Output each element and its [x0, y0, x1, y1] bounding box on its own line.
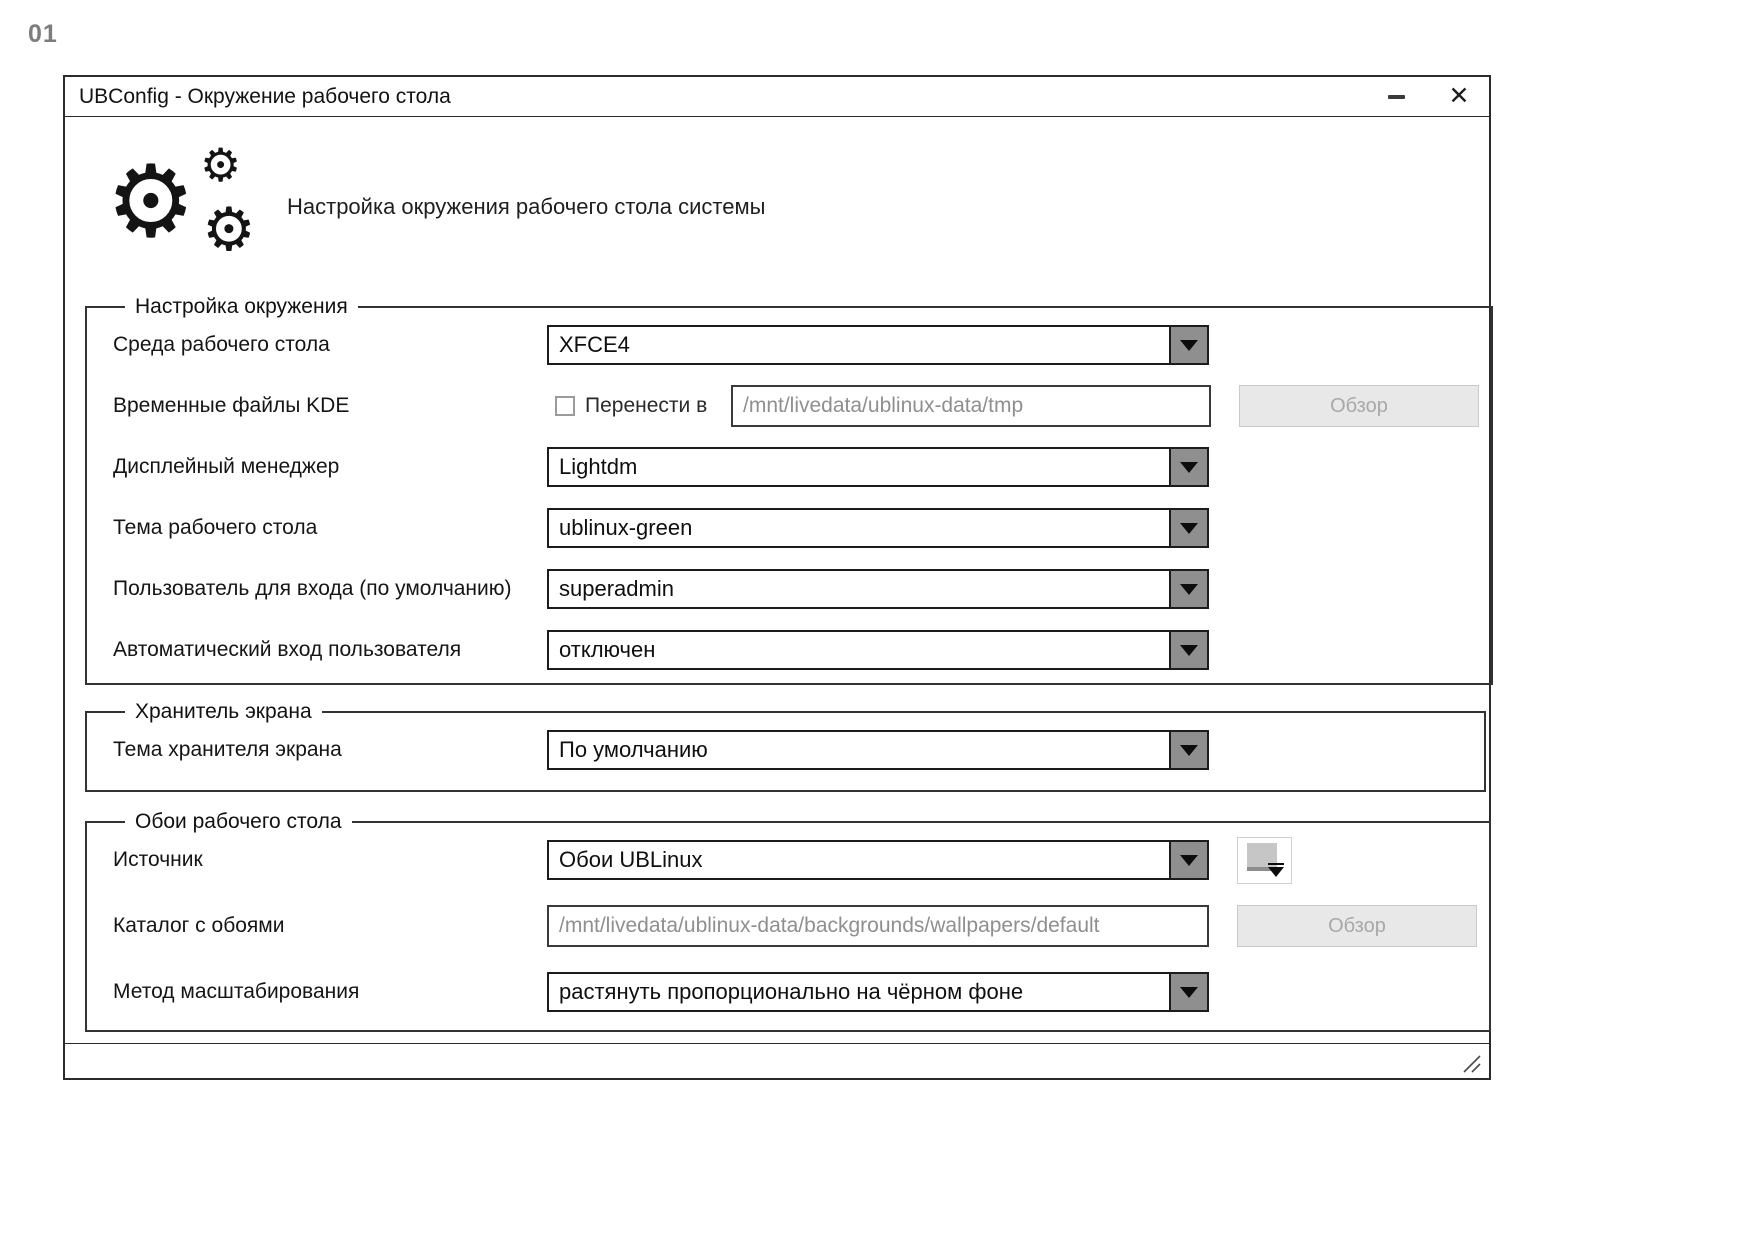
row-auto-login — [113, 630, 1479, 670]
display-manager-select[interactable] — [547, 447, 1209, 487]
chevron-down-icon — [1180, 462, 1198, 473]
desktop-environment-select[interactable] — [547, 325, 1209, 365]
minimize-icon — [1388, 95, 1405, 99]
wallpaper-source-value: Обои UBLinux — [559, 847, 703, 872]
wallpaper-source-select[interactable] — [547, 840, 1209, 880]
ubconfig-window — [63, 75, 1491, 1080]
gear-small-icon: ⚙ — [200, 138, 242, 192]
dropdown-arrow-button[interactable] — [1169, 571, 1207, 607]
chevron-down-icon — [1180, 987, 1198, 998]
dropdown-arrow-button[interactable] — [1169, 327, 1207, 363]
row-kde-temp-files — [113, 386, 1479, 426]
login-user-label: Пользователь для входа (по умолчанию) — [113, 577, 512, 600]
window-controls — [1385, 82, 1471, 110]
screensaver-theme-label: Тема хранителя экрана — [113, 738, 342, 761]
auto-login-select[interactable] — [547, 630, 1209, 670]
dropdown-arrow-button[interactable] — [1169, 732, 1207, 768]
close-button[interactable]: ✕ — [1448, 82, 1470, 110]
row-login-user — [113, 569, 1479, 609]
row-desktop-theme — [113, 508, 1479, 548]
wallpaper-directory-input[interactable] — [547, 905, 1209, 947]
chevron-down-icon — [1180, 855, 1198, 866]
gears-icon — [106, 138, 256, 266]
header-subtitle: Настройка окружения рабочего стола системы — [287, 194, 766, 219]
desktop-environment-value: XFCE4 — [559, 332, 630, 357]
chevron-down-icon — [1180, 340, 1198, 351]
login-user-select[interactable] — [547, 569, 1209, 609]
move-to-label: Перенести в — [585, 394, 708, 417]
chevron-down-icon — [1180, 523, 1198, 534]
screensaver-theme-select[interactable] — [547, 730, 1209, 770]
group-environment-settings — [85, 295, 1493, 685]
auto-login-label: Автоматический вход пользователя — [113, 638, 462, 661]
scaling-method-select[interactable] — [547, 972, 1209, 1012]
color-swatch-dropdown-button[interactable] — [1237, 837, 1292, 884]
gear-large-icon: ⚙ — [106, 143, 196, 260]
desktop-theme-label: Тема рабочего стола — [113, 516, 318, 539]
screensaver-theme-value: По умолчанию — [559, 737, 708, 762]
chevron-down-icon — [1180, 584, 1198, 595]
dropdown-arrow-button[interactable] — [1169, 510, 1207, 546]
move-kde-temp-checkbox[interactable] — [555, 396, 575, 416]
dropdown-arrow-button[interactable] — [1169, 632, 1207, 668]
row-wallpaper-directory — [113, 906, 1477, 946]
row-desktop-environment — [113, 325, 1479, 365]
dropdown-arrow-button[interactable] — [1169, 842, 1207, 878]
kde-temp-files-label: Временные файлы KDE — [113, 394, 350, 417]
group-screensaver — [85, 700, 1486, 792]
minimize-button[interactable] — [1385, 86, 1407, 108]
desktop-theme-value: ublinux-green — [559, 515, 693, 540]
row-scaling-method — [113, 972, 1477, 1012]
header — [65, 118, 1489, 296]
auto-login-value: отключен — [559, 637, 656, 662]
group-environment-legend: Настройка окружения — [135, 295, 348, 318]
wallpaper-source-label: Источник — [113, 848, 203, 871]
group-wallpaper — [85, 810, 1491, 1032]
group-screensaver-legend: Хранитель экрана — [135, 700, 312, 723]
dropdown-arrow-button[interactable] — [1169, 974, 1207, 1010]
display-manager-value: Lightdm — [559, 454, 638, 479]
group-wallpaper-legend: Обои рабочего стола — [135, 810, 342, 833]
kde-temp-path-input[interactable] — [731, 385, 1211, 427]
login-user-value: superadmin — [559, 576, 674, 601]
scaling-method-value: растянуть пропорционально на чёрном фоне — [559, 979, 1024, 1004]
row-screensaver-theme — [113, 730, 1472, 770]
wallpaper-directory-browse-button[interactable]: Обзор — [1237, 905, 1477, 947]
gear-medium-icon: ⚙ — [202, 195, 256, 265]
chevron-down-icon — [1268, 867, 1284, 877]
titlebar[interactable] — [65, 77, 1489, 117]
dropdown-arrow-button[interactable] — [1169, 449, 1207, 485]
desktop-theme-select[interactable] — [547, 508, 1209, 548]
row-display-manager — [113, 447, 1479, 487]
resize-grip-icon[interactable] — [1461, 1053, 1481, 1073]
display-manager-label: Дисплейный менеджер — [113, 455, 340, 478]
statusbar — [65, 1043, 1489, 1078]
desktop-environment-label: Среда рабочего стола — [113, 333, 330, 356]
wallpaper-directory-label: Каталог с обоями — [113, 914, 285, 937]
page-index: 01 — [28, 20, 58, 48]
row-wallpaper-source — [113, 840, 1477, 880]
chevron-down-icon — [1180, 745, 1198, 756]
chevron-down-icon — [1180, 645, 1198, 656]
kde-temp-browse-button[interactable]: Обзор — [1239, 385, 1479, 427]
scaling-method-label: Метод масштабирования — [113, 980, 360, 1003]
window-title: UBConfig - Окружение рабочего стола — [79, 84, 451, 108]
swatch-arrow-bar — [1268, 863, 1284, 865]
